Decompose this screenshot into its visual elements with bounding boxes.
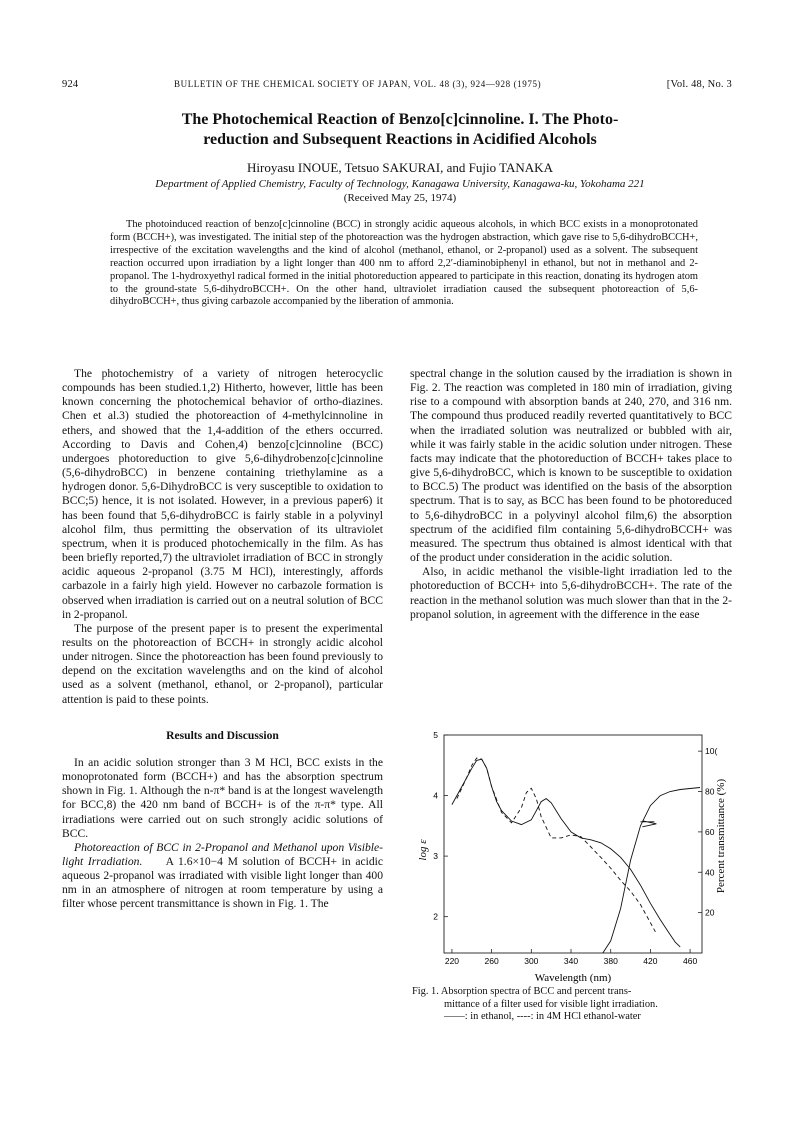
paragraph: In an acidic solution stronger than 3 M HCl, BCC exists in the monoprotonated form (BCCH+) and has the absorption spectrum shown in Fig. 1. Although the n-π* band is at the longest wavelength for BCC,8) the 420 nm band of BCCH+ is of the π-π* type. All irradiations were carried out on such strongly acidic solutions of BCC. <box>62 755 383 840</box>
section-heading: Results and Discussion <box>166 728 279 742</box>
paragraph-body: A 1.6×10−4 M solution of BCCH+ in acidic aqueous 2-propanol was irradiated with visible light longer than 400 nm in an atmosphere of nitrogen at room temperature by using a filter whose percent transmittance is shown in Fig. 1. The <box>62 855 383 911</box>
authors: Hiroyasu INOUE, Tetsuo SAKURAI, and Fujio TANAKA <box>247 160 553 175</box>
series-line-solid <box>452 759 680 947</box>
x-tick-label: 340 <box>563 956 579 966</box>
x-tick-label: 260 <box>484 956 499 966</box>
running-header <box>62 79 732 93</box>
article-title <box>80 110 720 150</box>
y-tick-label: 4 <box>433 790 438 801</box>
y-tick-label: 5 <box>433 730 438 740</box>
paragraph <box>62 841 383 912</box>
plot-frame <box>444 735 702 953</box>
y2-tick-label: 60 <box>705 826 715 837</box>
y2-tick-label: 20 <box>705 907 715 918</box>
subsection-heading: Photoreaction of BCC in 2-Propanol and Methanol upon Visible-light Irradiation. <box>62 840 383 868</box>
paragraph: spectral change in the solution caused by the irradiation is shown in Fig. 2. The reaction was completed in 180 min of irradiation, giving rise to a compound with absorption bands at 240, 270, and 316 nm. The compound thus produced readily reverted quantitatively to BCC when the irradiated solution was neutralized or bubbled with air, while it was fairly stable in the acidic solution under nitrogen. These facts may indicate that the photoreduction of BCCH+ takes place to give 5,6-dihydroBCC, which is known to be susceptible to oxidation to BCC.5) The product was identified on the basis of the absorption spectrum. That is to say, as BCC has been found to be photoreduced to 5,6-dihydroBCC in a polyvinyl alcohol film,6) the absorption spectrum of the acidified film containing 5,6-dihydroBCCH+ was measured. The spectrum thus obtained is almost identical with that of the product under consideration in the acidic solution. <box>410 367 732 565</box>
x-axis-title: Wavelength (nm) <box>534 972 612 984</box>
x-tick-label: 300 <box>524 956 539 966</box>
absorption-chart <box>412 725 732 985</box>
series-line-dashed <box>457 758 656 932</box>
abstract: The photoinduced reaction of benzo[c]cinnoline (BCC) in strongly acidic aqueous alcohols, in which BCC exists in a monoprotonated form (BCCH+), was investigated. The initial step of the photoreaction was the hydrogen abstraction, which gave rise to 5,6-dihydroBCCH+, irrespective of the excitation wavelengths and the kind of alcohol (methanol, ethanol, or 2-propanol) used as a solvent. The subsequent reaction occurred upon irradiation by a light longer than 400 nm to afford 2,2′-diaminobiphenyl in ethanol, but not in methanol and 2-propanol. The 1-hydroxyethyl radical formed in the initial photoreduction appeared to participate in this reaction, donating its hydrogen atom to the ground-state 5,6-dihydroBCCH+. On the other hand, ultraviolet irradiation caused the subsequent photoreaction of 5,6-dihydroBCCH+, thus giving carbazole accompanied by the liberation of ammonia. <box>110 219 698 308</box>
journal-citation: BULLETIN OF THE CHEMICAL SOCIETY OF JAPAN, VOL. 48 (3), 924—928 (1975) <box>174 79 542 89</box>
caption-line: mittance of a filter used for visible light irradiation. <box>444 998 658 1010</box>
paragraph: Also, in acidic methanol the visible-light irradiation led to the photoreduction of BCCH+ into 5,6-dihydroBCCH+. The rate of the reaction in the methanol solution was much slower than that in the 2-propanol solution, in agreement with the difference in the ease <box>410 565 732 621</box>
caption-line: Fig. 1. Absorption spectra of BCC and percent trans- <box>412 986 632 997</box>
title-line-2: reduction and Subsequent Reactions in Acidified Alcohols <box>203 131 597 148</box>
y2-tick-label: 40 <box>705 867 715 878</box>
received-date: (Received May 25, 1974) <box>343 192 457 204</box>
arrow-icon <box>640 821 656 827</box>
page-number: 924 <box>62 79 79 90</box>
y2-tick-label: 10( <box>705 746 718 757</box>
x-tick-label: 420 <box>643 956 658 966</box>
affiliation: Department of Applied Chemistry, Faculty of Technology, Kanagawa University, Kanagawa-ku, Yokohama 221 <box>155 178 645 190</box>
x-tick-label: 460 <box>682 956 698 966</box>
y-tick-label: 2 <box>433 911 438 922</box>
y2-axis-title: Percent transmittance (%) <box>715 778 727 894</box>
x-tick-label: 380 <box>603 956 618 966</box>
paragraph: The photochemistry of a variety of nitrogen heterocyclic compounds has been studied.1,2) Hitherto, however, little has been known concerning the photochemical behavior of ortho-diazines. Chen et al.3) studied the photoreaction of 4-methylcinnoline in ethers, and showed that the 1,4-addition of the ethers occurred. According to Davis and Cohen,4) benzo[c]cinnoline (BCC) undergoes photoreduction to give 5,6-dihydrobenzo[c]cinnoline (5,6-dihydroBCC) in benzene containing triethylamine as a hydrogen donor. 5,6-DihydroBCC is very susceptible to oxidation to BCC;5) hence, it is not isolated. However, in a previous paper6) it has been found that 5,6-dihydroBCC is fairly stable in a polyvinyl alcohol film, thus permitting the observation of its ultraviolet spectrum, when it is produced photochemically in the film. As has been briefly reported,7) the ultraviolet irradiation of BCC in strongly acidic aqueous 2-propanol (3.75 M HCl), interestingly, affords carbazole in a fairly high yield. However no carbazole formation is observed when irradiation is carried out on a neutral solution of BCC in 2-propanol. <box>62 367 384 621</box>
y-tick-label: 3 <box>433 851 438 862</box>
caption-line: ——: in ethanol, ----: in 4M HCl ethanol-water <box>444 1011 641 1023</box>
figure-caption <box>412 986 732 1024</box>
x-tick-label: 220 <box>444 956 460 966</box>
y2-tick-label: 80 <box>705 786 715 797</box>
left-column <box>62 367 383 912</box>
right-column <box>410 367 732 622</box>
title-line-1: The Photochemical Reaction of Benzo[c]cinnoline. I. The Photo- <box>181 111 619 128</box>
volume-issue: [Vol. 48, No. 3 <box>666 79 732 90</box>
paragraph: The purpose of the present paper is to present the experimental results on the photoreaction of BCCH+ in strongly acidic alcohol under nitrogen. Since the photoreaction has been found previously to depend on the excitation wavelengths and on the kind of alcohol used as a solvent (methanol, ethanol, or 2-propanol), particular attention is paid to these points. <box>62 621 383 706</box>
series-line-transmittance <box>603 788 700 954</box>
y-axis-title: log ε <box>417 839 429 861</box>
